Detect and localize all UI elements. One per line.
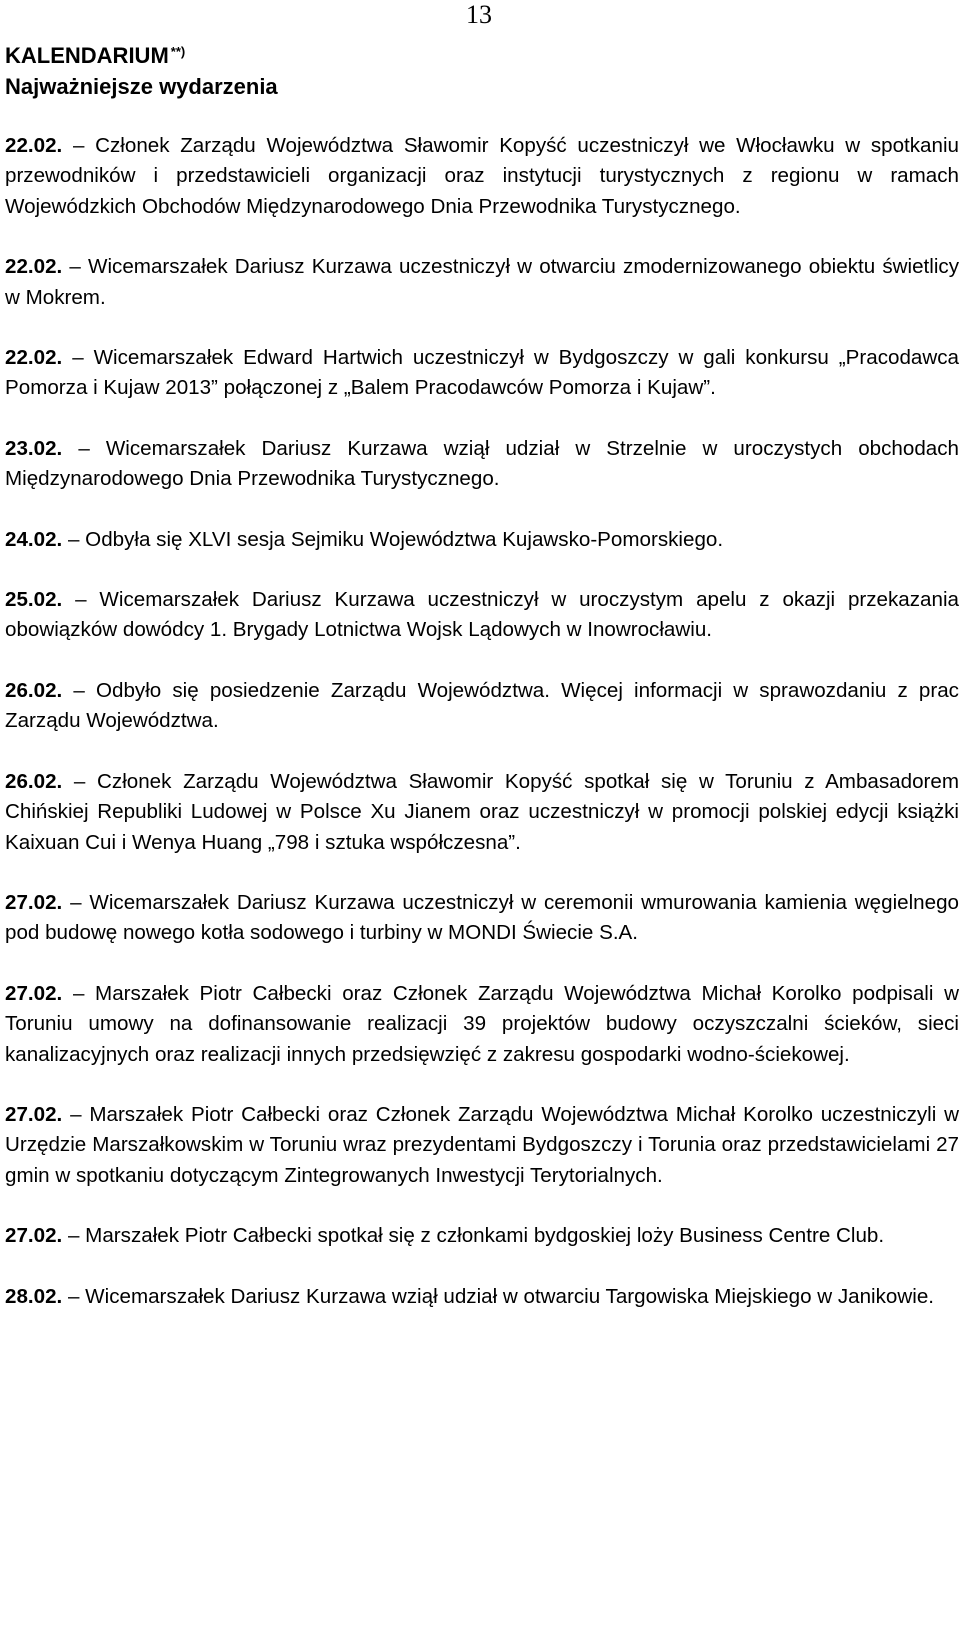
entry-text: – Odbyło się posiedzenie Zarządu Województwa. Więcej informacji w sprawozdaniu z prac Zarządu Województwa. bbox=[5, 678, 959, 733]
calendar-entry bbox=[5, 979, 959, 1070]
entry-date: 25.02. bbox=[5, 588, 63, 612]
entry-text: – Wicemarszałek Dariusz Kurzawa uczestniczył w ceremonii wmurowania kamienia węgielnego pod budowę nowego kotła sodowego i turbiny w MONDI Świecie S.A. bbox=[5, 890, 959, 945]
calendar-title: KALENDARIUM bbox=[5, 43, 169, 68]
page-number: 13 bbox=[466, 0, 492, 29]
entry-date: 22.02. bbox=[5, 134, 63, 157]
entry-text: – Odbyła się XLVI sesja Sejmiku Województwa Kujawsko-Pomorskiego. bbox=[68, 527, 724, 551]
entry-date: 27.02. bbox=[5, 1224, 63, 1248]
entry-date: 28.02. bbox=[5, 1284, 63, 1308]
calendar-entry bbox=[5, 888, 959, 949]
calendar-entries bbox=[5, 131, 959, 1342]
entry-text: – Marszałek Piotr Całbecki oraz Członek Zarządu Województwa Michał Korolko uczestniczyli w Urzędzie Marszałkowskim w Toruniu wraz prezydentami Bydgoszczy i Torunia oraz przedstawicielami 27 gmin w spotkaniu dotyczącym Zintegrowanych Inwestycji Terytorialnych. bbox=[5, 1102, 959, 1187]
entry-date: 22.02. bbox=[5, 255, 63, 279]
page-header bbox=[5, 40, 278, 102]
calendar-title-line bbox=[5, 40, 278, 71]
calendar-subtitle: Najważniejsze wydarzenia bbox=[5, 74, 278, 99]
calendar-entry bbox=[5, 1100, 959, 1191]
footnote-mark: **) bbox=[170, 44, 186, 59]
entry-date: 27.02. bbox=[5, 890, 63, 914]
entry-text: – Członek Zarządu Województwa Sławomir Kopyść uczestniczył we Włocławku w spotkaniu przewodników i przedstawicieli organizacji oraz instytucji turystycznych z regionu w ramach Wojewódzkich Obchodów Międzynarodowego Dnia Przewodnika Turystycznego. bbox=[5, 134, 959, 218]
calendar-entry bbox=[5, 585, 959, 646]
entry-text: – Wicemarszałek Dariusz Kurzawa wziął udział w otwarciu Targowiska Miejskiego w Janikowie. bbox=[68, 1284, 935, 1308]
calendar-entry bbox=[5, 767, 959, 858]
calendar-entry bbox=[5, 434, 959, 495]
calendar-entry bbox=[5, 1282, 959, 1312]
calendar-entry bbox=[5, 676, 959, 737]
entry-text: – Wicemarszałek Dariusz Kurzawa uczestniczył w uroczystym apelu z okazji przekazania obowiązków dowódcy 1. Brygady Lotnictwa Wojsk Lądowych w Inowrocławiu. bbox=[5, 588, 959, 642]
entry-text: – Wicemarszałek Dariusz Kurzawa uczestniczył w otwarciu zmodernizowanego obiektu świetlicy w Mokrem. bbox=[5, 255, 959, 309]
calendar-entry bbox=[5, 131, 959, 222]
calendar-entry bbox=[5, 525, 959, 555]
entry-text: – Członek Zarządu Województwa Sławomir Kopyść spotkał się w Toruniu z Ambasadorem Chińskiej Republiki Ludowej w Polsce Xu Jianem oraz uczestniczył w promocji polskiej edycji książki Kaixuan Cui i Wenya Huang „798 i sztuka współczesna”. bbox=[5, 769, 959, 854]
entry-date: 27.02. bbox=[5, 981, 63, 1005]
entry-text: – Marszałek Piotr Całbecki spotkał się z członkami bydgoskiej loży Business Centre Club. bbox=[68, 1224, 885, 1248]
entry-date: 24.02. bbox=[5, 527, 63, 551]
entry-date: 22.02. bbox=[5, 346, 63, 370]
entry-date: 26.02. bbox=[5, 769, 63, 793]
entry-date: 27.02. bbox=[5, 1102, 63, 1126]
calendar-entry bbox=[5, 1221, 959, 1251]
calendar-entry bbox=[5, 343, 959, 404]
entry-text: – Wicemarszałek Dariusz Kurzawa wziął udział w Strzelnie w uroczystych obchodach Międzynarodowego Dnia Przewodnika Turystycznego. bbox=[5, 436, 959, 491]
entry-text: – Marszałek Piotr Całbecki oraz Członek Zarządu Województwa Michał Korolko podpisali w Toruniu umowy na dofinansowanie realizacji 39 projektów budowy oczyszczalni ścieków, sieci kanalizacyjnych oraz realizacji innych przedsięwzięć z zakresu gospodarki wodno-ściekowej. bbox=[5, 981, 959, 1066]
entry-date: 23.02. bbox=[5, 436, 63, 460]
entry-date: 26.02. bbox=[5, 678, 63, 702]
entry-text: – Wicemarszałek Edward Hartwich uczestniczył w Bydgoszczy w gali konkursu „Pracodawca Pomorza i Kujaw 2013” połączonej z „Balem Pracodawców Pomorza i Kujaw”. bbox=[5, 346, 959, 400]
calendar-entry bbox=[5, 252, 959, 313]
